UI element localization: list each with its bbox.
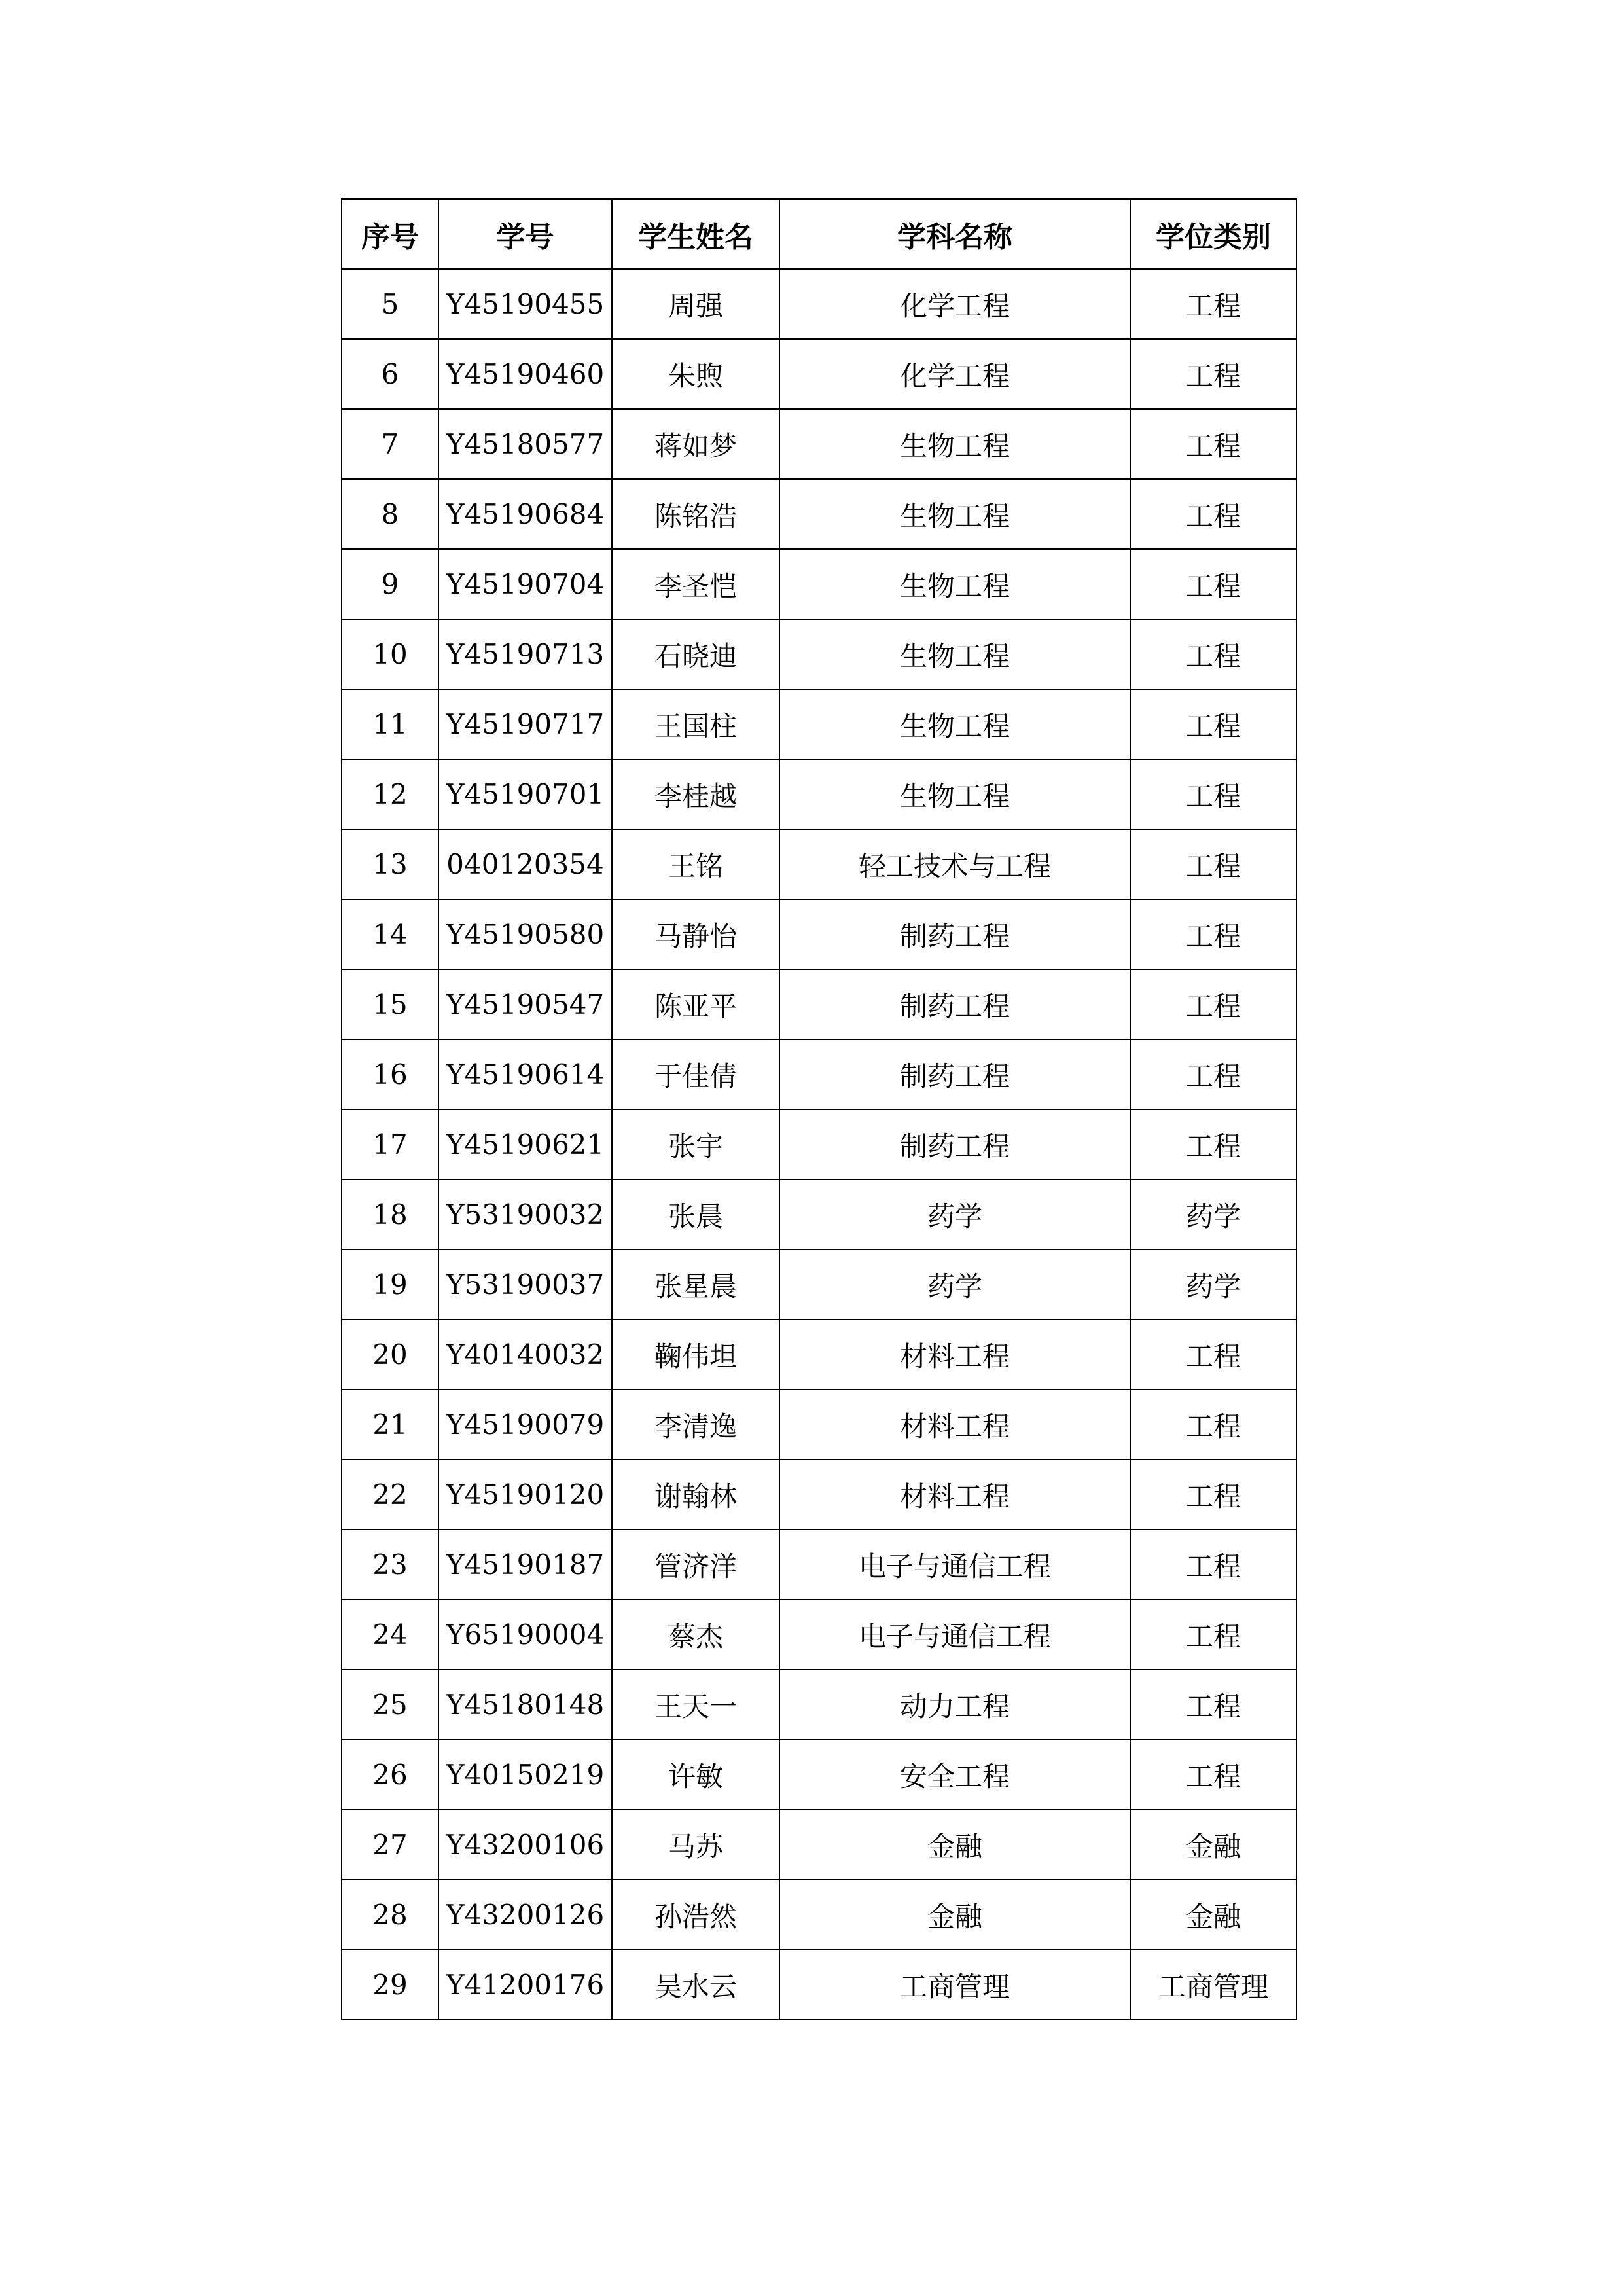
cell-discipline: 生物工程 (779, 619, 1130, 689)
cell-student-id: Y45190717 (438, 689, 612, 759)
cell-student-name: 张宇 (612, 1109, 779, 1179)
cell-student-id: Y53190032 (438, 1179, 612, 1249)
cell-student-id: Y45190713 (438, 619, 612, 689)
cell-degree-type: 工程 (1130, 829, 1296, 899)
cell-index: 8 (342, 479, 438, 549)
cell-student-name: 王国柱 (612, 689, 779, 759)
cell-degree-type: 工程 (1130, 1740, 1296, 1810)
cell-degree-type: 工程 (1130, 1530, 1296, 1600)
table-row (342, 1530, 1296, 1600)
cell-student-name: 马静怡 (612, 899, 779, 969)
cell-student-id: Y43200106 (438, 1810, 612, 1880)
cell-student-name: 许敏 (612, 1740, 779, 1810)
cell-index: 28 (342, 1880, 438, 1950)
cell-student-name: 管济洋 (612, 1530, 779, 1600)
cell-student-name: 张星晨 (612, 1249, 779, 1319)
cell-discipline: 动力工程 (779, 1670, 1130, 1740)
table-row (342, 1740, 1296, 1810)
cell-student-id: Y45190701 (438, 759, 612, 829)
table-row (342, 1249, 1296, 1319)
cell-degree-type: 工程 (1130, 339, 1296, 409)
cell-discipline: 制药工程 (779, 1109, 1130, 1179)
cell-discipline: 生物工程 (779, 549, 1130, 619)
cell-student-name: 蔡杰 (612, 1600, 779, 1670)
cell-degree-type: 工程 (1130, 1670, 1296, 1740)
cell-student-id: Y45190621 (438, 1109, 612, 1179)
cell-degree-type: 金融 (1130, 1880, 1296, 1950)
cell-student-name: 鞠伟坦 (612, 1319, 779, 1390)
cell-student-name: 蒋如梦 (612, 409, 779, 479)
cell-student-name: 朱煦 (612, 339, 779, 409)
cell-index: 18 (342, 1179, 438, 1249)
header-discipline: 学科名称 (779, 199, 1130, 269)
cell-student-id: Y45190455 (438, 269, 612, 339)
table-row (342, 1109, 1296, 1179)
cell-student-name: 李桂越 (612, 759, 779, 829)
cell-index: 14 (342, 899, 438, 969)
table-row (342, 479, 1296, 549)
cell-degree-type: 工程 (1130, 549, 1296, 619)
cell-student-id: Y40140032 (438, 1319, 612, 1390)
cell-discipline: 材料工程 (779, 1460, 1130, 1530)
cell-student-id: Y45190547 (438, 969, 612, 1039)
cell-discipline: 制药工程 (779, 969, 1130, 1039)
cell-degree-type: 工程 (1130, 969, 1296, 1039)
table-row (342, 1600, 1296, 1670)
cell-discipline: 药学 (779, 1249, 1130, 1319)
cell-student-name: 谢翰林 (612, 1460, 779, 1530)
header-degree-type: 学位类别 (1130, 199, 1296, 269)
cell-degree-type: 工程 (1130, 1600, 1296, 1670)
cell-discipline: 生物工程 (779, 689, 1130, 759)
cell-student-name: 张晨 (612, 1179, 779, 1249)
table-row (342, 759, 1296, 829)
cell-index: 25 (342, 1670, 438, 1740)
cell-student-id: Y43200126 (438, 1880, 612, 1950)
cell-student-name: 周强 (612, 269, 779, 339)
cell-index: 5 (342, 269, 438, 339)
cell-student-name: 孙浩然 (612, 1880, 779, 1950)
cell-student-id: Y45190079 (438, 1390, 612, 1460)
cell-index: 21 (342, 1390, 438, 1460)
table-row (342, 899, 1296, 969)
cell-discipline: 金融 (779, 1810, 1130, 1880)
cell-discipline: 制药工程 (779, 1039, 1130, 1109)
cell-discipline: 电子与通信工程 (779, 1600, 1130, 1670)
cell-index: 15 (342, 969, 438, 1039)
cell-discipline: 化学工程 (779, 269, 1130, 339)
cell-index: 13 (342, 829, 438, 899)
cell-student-name: 陈铭浩 (612, 479, 779, 549)
table-row (342, 1179, 1296, 1249)
table-row (342, 269, 1296, 339)
cell-discipline: 生物工程 (779, 759, 1130, 829)
cell-student-id: Y45190460 (438, 339, 612, 409)
cell-discipline: 工商管理 (779, 1950, 1130, 2020)
cell-degree-type: 工商管理 (1130, 1950, 1296, 2020)
cell-degree-type: 药学 (1130, 1249, 1296, 1319)
header-row (342, 199, 1296, 269)
table-row (342, 1319, 1296, 1390)
cell-index: 7 (342, 409, 438, 479)
table-row (342, 829, 1296, 899)
cell-student-name: 石晓迪 (612, 619, 779, 689)
cell-discipline: 轻工技术与工程 (779, 829, 1130, 899)
table-row (342, 409, 1296, 479)
cell-student-id: Y45190120 (438, 1460, 612, 1530)
header-index: 序号 (342, 199, 438, 269)
cell-index: 24 (342, 1600, 438, 1670)
cell-student-name: 马苏 (612, 1810, 779, 1880)
cell-discipline: 金融 (779, 1880, 1130, 1950)
cell-student-id: Y40150219 (438, 1740, 612, 1810)
cell-discipline: 化学工程 (779, 339, 1130, 409)
header-student-id: 学号 (438, 199, 612, 269)
table-row (342, 1880, 1296, 1950)
table-row (342, 549, 1296, 619)
cell-degree-type: 工程 (1130, 1319, 1296, 1390)
cell-student-id: Y45180577 (438, 409, 612, 479)
cell-degree-type: 工程 (1130, 759, 1296, 829)
cell-index: 19 (342, 1249, 438, 1319)
cell-student-name: 李圣恺 (612, 549, 779, 619)
table-row (342, 1670, 1296, 1740)
cell-discipline: 生物工程 (779, 409, 1130, 479)
table-row (342, 619, 1296, 689)
cell-student-id: Y41200176 (438, 1950, 612, 2020)
cell-degree-type: 工程 (1130, 1460, 1296, 1530)
table-row (342, 339, 1296, 409)
cell-index: 11 (342, 689, 438, 759)
cell-student-id: Y53190037 (438, 1249, 612, 1319)
table-row (342, 1460, 1296, 1530)
cell-student-id: Y45190684 (438, 479, 612, 549)
header-student-name: 学生姓名 (612, 199, 779, 269)
cell-degree-type: 金融 (1130, 1810, 1296, 1880)
cell-student-id: Y45180148 (438, 1670, 612, 1740)
cell-student-name: 李清逸 (612, 1390, 779, 1460)
cell-student-name: 吴水云 (612, 1950, 779, 2020)
cell-degree-type: 工程 (1130, 1390, 1296, 1460)
cell-degree-type: 工程 (1130, 479, 1296, 549)
cell-student-name: 陈亚平 (612, 969, 779, 1039)
table-body (342, 269, 1296, 2020)
cell-index: 27 (342, 1810, 438, 1880)
cell-degree-type: 工程 (1130, 1109, 1296, 1179)
table-row (342, 1039, 1296, 1109)
cell-degree-type: 工程 (1130, 689, 1296, 759)
cell-index: 17 (342, 1109, 438, 1179)
cell-index: 20 (342, 1319, 438, 1390)
cell-student-id: Y65190004 (438, 1600, 612, 1670)
cell-student-id: Y45190704 (438, 549, 612, 619)
cell-student-name: 王天一 (612, 1670, 779, 1740)
cell-student-name: 王铭 (612, 829, 779, 899)
cell-discipline: 药学 (779, 1179, 1130, 1249)
table-row (342, 689, 1296, 759)
cell-student-id: Y45190614 (438, 1039, 612, 1109)
cell-index: 16 (342, 1039, 438, 1109)
table-row (342, 1390, 1296, 1460)
cell-discipline: 制药工程 (779, 899, 1130, 969)
cell-index: 9 (342, 549, 438, 619)
cell-degree-type: 工程 (1130, 269, 1296, 339)
cell-index: 6 (342, 339, 438, 409)
cell-degree-type: 工程 (1130, 1039, 1296, 1109)
cell-student-id: 040120354 (438, 829, 612, 899)
cell-discipline: 材料工程 (779, 1390, 1130, 1460)
table-row (342, 1950, 1296, 2020)
cell-discipline: 生物工程 (779, 479, 1130, 549)
cell-student-id: Y45190187 (438, 1530, 612, 1600)
cell-index: 29 (342, 1950, 438, 2020)
cell-index: 12 (342, 759, 438, 829)
cell-degree-type: 工程 (1130, 899, 1296, 969)
cell-degree-type: 药学 (1130, 1179, 1296, 1249)
cell-discipline: 安全工程 (779, 1740, 1130, 1810)
cell-degree-type: 工程 (1130, 409, 1296, 479)
cell-student-name: 于佳倩 (612, 1039, 779, 1109)
table-row (342, 969, 1296, 1039)
table-row (342, 1810, 1296, 1880)
cell-discipline: 电子与通信工程 (779, 1530, 1130, 1600)
cell-index: 23 (342, 1530, 438, 1600)
cell-index: 26 (342, 1740, 438, 1810)
student-roster-table (341, 198, 1297, 2020)
cell-discipline: 材料工程 (779, 1319, 1130, 1390)
cell-index: 10 (342, 619, 438, 689)
cell-degree-type: 工程 (1130, 619, 1296, 689)
cell-student-id: Y45190580 (438, 899, 612, 969)
cell-index: 22 (342, 1460, 438, 1530)
